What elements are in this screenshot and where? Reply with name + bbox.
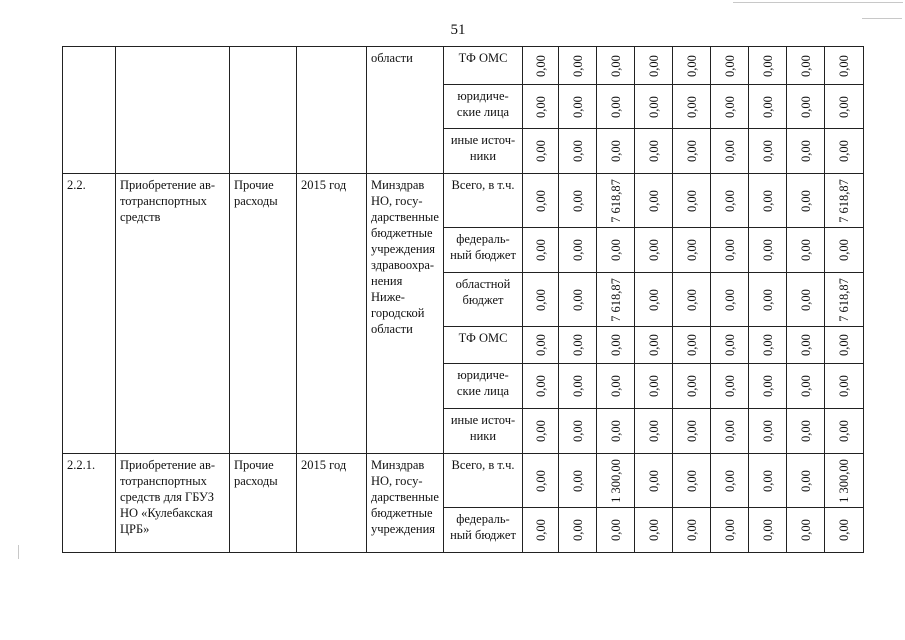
table-row [63, 174, 864, 228]
funding-source-cell: областной бюджет [444, 273, 523, 327]
value-text: 0,00 [798, 239, 813, 261]
value-text: 0,00 [646, 519, 661, 541]
value-text: 0,00 [533, 54, 548, 77]
item-number-cell [63, 47, 116, 174]
value-cell [711, 409, 749, 454]
value-cell [597, 129, 635, 174]
value-cell [635, 364, 673, 409]
executor-cell: Минздрав НО, госу-дарственные бюджетные учреждения здравоохра-нения Ниже-городской области [367, 174, 444, 454]
table-row [63, 47, 864, 85]
value-text: 0,00 [533, 95, 548, 118]
value-cell [749, 85, 787, 129]
value-text: 0,00 [646, 239, 661, 261]
value-text: 0,00 [837, 420, 851, 442]
value-cell [711, 364, 749, 409]
value-cell [711, 129, 749, 174]
value-cell [635, 273, 673, 327]
scan-edge-line [862, 18, 902, 19]
year-cell: 2015 год [297, 454, 367, 553]
value-cell [749, 129, 787, 174]
value-cell [559, 273, 597, 327]
value-cell [673, 327, 711, 364]
funding-source-cell: юридиче-ские лица [444, 85, 523, 129]
value-text: 0,00 [646, 420, 661, 442]
item-name-cell [116, 47, 230, 174]
funding-source-cell: иные источ-ники [444, 409, 523, 454]
value-cell [787, 327, 825, 364]
value-text: 0,00 [760, 54, 775, 77]
item-name-cell: Приобретение ав-тотранспортных средств [116, 174, 230, 454]
value-text: 0,00 [684, 334, 699, 356]
value-cell [673, 508, 711, 553]
value-cell [523, 85, 559, 129]
value-cell [787, 47, 825, 85]
value-cell [825, 85, 864, 129]
value-cell [523, 273, 559, 327]
value-cell [635, 129, 673, 174]
value-cell [559, 454, 597, 508]
value-cell [749, 47, 787, 85]
value-cell [711, 508, 749, 553]
value-cell [597, 508, 635, 553]
value-text: 0,00 [760, 239, 775, 261]
value-cell [825, 327, 864, 364]
value-cell [635, 508, 673, 553]
expense-type-cell [230, 47, 297, 174]
value-text: 0,00 [798, 375, 813, 397]
value-cell [523, 129, 559, 174]
value-text: 0,00 [533, 334, 548, 356]
value-text: 0,00 [760, 189, 775, 212]
value-cell [597, 273, 635, 327]
item-name-cell: Приобретение ав-тотранспортных средств для ГБУЗ НО «Кулебакская ЦРБ» [116, 454, 230, 553]
value-text: 0,00 [722, 189, 737, 212]
value-cell [749, 409, 787, 454]
value-text: 0,00 [684, 189, 699, 212]
funding-source-cell: федераль-ный бюджет [444, 228, 523, 273]
value-text: 0,00 [760, 375, 775, 397]
value-text: 0,00 [722, 140, 737, 162]
value-cell [787, 174, 825, 228]
value-cell [597, 174, 635, 228]
value-cell [787, 454, 825, 508]
value-text: 0,00 [722, 519, 737, 541]
value-cell [749, 364, 787, 409]
value-text: 0,00 [837, 239, 851, 261]
value-cell [597, 327, 635, 364]
value-text: 0,00 [684, 140, 699, 162]
value-text: 0,00 [646, 189, 661, 212]
value-cell [825, 129, 864, 174]
value-text: 0,00 [533, 189, 548, 212]
value-cell [559, 129, 597, 174]
value-text: 0,00 [722, 95, 737, 118]
value-text: 1 300,00 [837, 458, 851, 503]
value-cell [523, 228, 559, 273]
value-cell [635, 327, 673, 364]
value-text: 0,00 [760, 469, 775, 492]
value-text: 0,00 [570, 95, 585, 118]
value-text: 0,00 [722, 239, 737, 261]
value-cell [749, 508, 787, 553]
value-cell [523, 364, 559, 409]
value-text: 1 300,00 [608, 458, 623, 503]
year-cell [297, 47, 367, 174]
value-text: 0,00 [646, 288, 661, 311]
value-text: 0,00 [533, 140, 548, 162]
value-text: 0,00 [684, 469, 699, 492]
value-cell [635, 409, 673, 454]
value-text: 0,00 [570, 239, 585, 261]
value-text: 0,00 [837, 519, 851, 541]
value-text: 0,00 [533, 420, 548, 442]
value-cell [825, 409, 864, 454]
value-text: 0,00 [570, 54, 585, 77]
value-text: 0,00 [837, 54, 851, 77]
value-cell [597, 228, 635, 273]
value-text: 0,00 [646, 140, 661, 162]
value-text: 0,00 [570, 420, 585, 442]
value-text: 0,00 [570, 375, 585, 397]
value-cell [673, 228, 711, 273]
value-text: 0,00 [760, 519, 775, 541]
value-text: 0,00 [533, 239, 548, 261]
value-cell [523, 409, 559, 454]
value-cell [749, 174, 787, 228]
value-text: 0,00 [646, 95, 661, 118]
value-text: 0,00 [760, 420, 775, 442]
value-text: 0,00 [722, 54, 737, 77]
executor-cell: Минздрав НО, госу-дарственные бюджетные учреждения [367, 454, 444, 553]
value-cell [597, 409, 635, 454]
value-cell [711, 454, 749, 508]
value-cell [559, 508, 597, 553]
table-row [63, 454, 864, 508]
value-cell [673, 454, 711, 508]
value-text: 0,00 [760, 288, 775, 311]
value-cell [523, 174, 559, 228]
value-text: 0,00 [533, 375, 548, 397]
value-cell [825, 454, 864, 508]
value-cell [825, 174, 864, 228]
value-cell [673, 129, 711, 174]
budget-table [62, 46, 864, 553]
value-text: 7 618,87 [608, 277, 623, 322]
value-text: 0,00 [684, 95, 699, 118]
value-text: 0,00 [608, 420, 623, 442]
value-text: 0,00 [684, 288, 699, 311]
value-cell [787, 364, 825, 409]
value-cell [559, 409, 597, 454]
value-text: 0,00 [533, 469, 548, 492]
value-text: 0,00 [608, 239, 623, 261]
value-text: 0,00 [722, 420, 737, 442]
value-cell [749, 273, 787, 327]
value-text: 0,00 [646, 54, 661, 77]
value-text: 0,00 [684, 239, 699, 261]
funding-source-cell: ТФ ОМС [444, 47, 523, 85]
value-text: 0,00 [684, 54, 699, 77]
value-text: 0,00 [798, 54, 813, 77]
scan-edge-line [18, 545, 19, 559]
value-cell [673, 364, 711, 409]
value-text: 0,00 [570, 189, 585, 212]
value-text: 0,00 [837, 95, 851, 118]
funding-source-cell: юридиче-ские лица [444, 364, 523, 409]
item-number-cell: 2.2.1. [63, 454, 116, 553]
value-text: 0,00 [722, 288, 737, 311]
value-cell [635, 47, 673, 85]
value-cell [523, 454, 559, 508]
value-text: 0,00 [798, 469, 813, 492]
value-text: 0,00 [837, 375, 851, 397]
value-text: 0,00 [837, 334, 851, 356]
expense-type-cell: Прочие расходы [230, 174, 297, 454]
value-text: 0,00 [608, 95, 623, 118]
executor-cell: области [367, 47, 444, 174]
value-text: 0,00 [798, 334, 813, 356]
item-number-cell: 2.2. [63, 174, 116, 454]
value-cell [559, 174, 597, 228]
value-cell [523, 47, 559, 85]
value-cell [523, 327, 559, 364]
value-cell [673, 174, 711, 228]
value-cell [711, 273, 749, 327]
value-cell [787, 409, 825, 454]
funding-source-cell: Всего, в т.ч. [444, 454, 523, 508]
value-text: 0,00 [533, 288, 548, 311]
funding-source-cell: федераль-ный бюджет [444, 508, 523, 553]
value-text: 0,00 [533, 519, 548, 541]
value-cell [825, 508, 864, 553]
value-cell [711, 327, 749, 364]
value-text: 0,00 [646, 334, 661, 356]
value-cell [673, 85, 711, 129]
year-cell: 2015 год [297, 174, 367, 454]
value-cell [559, 47, 597, 85]
value-text: 7 618,87 [837, 178, 851, 223]
value-text: 7 618,87 [837, 277, 851, 322]
value-text: 0,00 [608, 334, 623, 356]
value-text: 0,00 [798, 288, 813, 311]
scan-edge-line [733, 2, 903, 3]
value-cell [787, 508, 825, 553]
value-cell [559, 85, 597, 129]
value-text: 0,00 [798, 420, 813, 442]
value-cell [825, 47, 864, 85]
value-text: 0,00 [570, 334, 585, 356]
value-cell [749, 327, 787, 364]
value-cell [635, 85, 673, 129]
value-text: 0,00 [646, 469, 661, 492]
value-cell [635, 228, 673, 273]
value-text: 0,00 [760, 334, 775, 356]
value-cell [825, 364, 864, 409]
value-text: 0,00 [684, 375, 699, 397]
value-cell [673, 409, 711, 454]
value-cell [635, 174, 673, 228]
funding-source-cell: иные источ-ники [444, 129, 523, 174]
value-text: 0,00 [798, 519, 813, 541]
value-cell [787, 129, 825, 174]
value-cell [559, 327, 597, 364]
value-cell [597, 47, 635, 85]
value-cell [523, 508, 559, 553]
value-text: 0,00 [760, 140, 775, 162]
value-cell [787, 273, 825, 327]
value-text: 0,00 [760, 95, 775, 118]
value-cell [635, 454, 673, 508]
value-text: 7 618,87 [608, 178, 623, 223]
value-text: 0,00 [608, 375, 623, 397]
value-text: 0,00 [722, 375, 737, 397]
value-text: 0,00 [722, 469, 737, 492]
value-text: 0,00 [798, 140, 813, 162]
value-text: 0,00 [837, 140, 851, 162]
value-text: 0,00 [570, 519, 585, 541]
value-cell [559, 228, 597, 273]
value-cell [673, 273, 711, 327]
value-text: 0,00 [608, 519, 623, 541]
value-text: 0,00 [798, 95, 813, 118]
value-cell [673, 47, 711, 85]
value-cell [787, 228, 825, 273]
value-text: 0,00 [722, 334, 737, 356]
value-cell [597, 85, 635, 129]
value-cell [597, 454, 635, 508]
value-text: 0,00 [570, 288, 585, 311]
value-cell [711, 47, 749, 85]
value-text: 0,00 [570, 140, 585, 162]
value-cell [711, 228, 749, 273]
value-text: 0,00 [608, 54, 623, 77]
value-text: 0,00 [684, 420, 699, 442]
value-cell [825, 228, 864, 273]
value-cell [597, 364, 635, 409]
value-text: 0,00 [684, 519, 699, 541]
value-cell [749, 228, 787, 273]
value-cell [787, 85, 825, 129]
funding-source-cell: Всего, в т.ч. [444, 174, 523, 228]
page-number: 51 [450, 22, 466, 38]
value-cell [711, 174, 749, 228]
value-cell [749, 454, 787, 508]
value-text: 0,00 [608, 140, 623, 162]
expense-type-cell: Прочие расходы [230, 454, 297, 553]
value-text: 0,00 [646, 375, 661, 397]
funding-source-cell: ТФ ОМС [444, 327, 523, 364]
value-cell [559, 364, 597, 409]
value-text: 0,00 [798, 189, 813, 212]
value-text: 0,00 [570, 469, 585, 492]
value-cell [711, 85, 749, 129]
value-cell [825, 273, 864, 327]
